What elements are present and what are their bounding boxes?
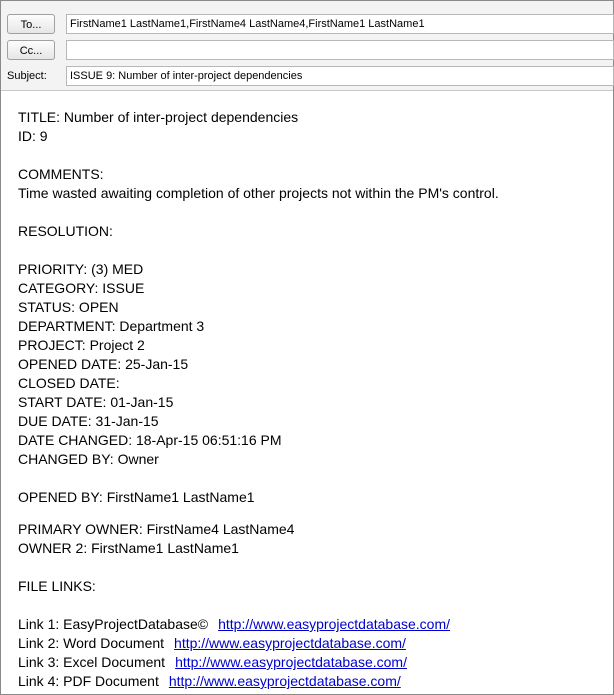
comments-text: Time wasted awaiting completion of other projects not within the PM's control. xyxy=(18,185,499,201)
file-link-3 xyxy=(18,653,608,672)
category: CATEGORY: ISSUE xyxy=(18,280,145,296)
subject-field[interactable]: ISSUE 9: Number of inter-project dependencies xyxy=(66,66,614,86)
opened-date: OPENED DATE: 25-Jan-15 xyxy=(18,356,189,372)
primary-owner: PRIMARY OWNER: FirstName4 LastName4 xyxy=(18,521,295,537)
issue-title: TITLE: Number of inter-project dependencies xyxy=(18,109,299,125)
issue-id: ID: 9 xyxy=(18,128,48,144)
file-link-4 xyxy=(18,672,608,691)
link-label: Link 1: EasyProjectDatabase© xyxy=(18,616,209,632)
header-divider xyxy=(1,90,613,91)
status: STATUS: OPEN xyxy=(18,299,119,315)
link-url[interactable]: http://www.easyprojectdatabase.com/ xyxy=(174,635,406,651)
project: PROJECT: Project 2 xyxy=(18,337,145,353)
file-link-1 xyxy=(18,615,608,634)
priority: PRIORITY: (3) MED xyxy=(18,261,144,277)
link-url[interactable]: http://www.easyprojectdatabase.com/ xyxy=(168,673,401,689)
link-label: Link 4: PDF Document xyxy=(18,673,159,689)
cc-field[interactable] xyxy=(66,40,614,60)
changed-by: CHANGED BY: Owner xyxy=(18,451,159,467)
start-date: START DATE: 01-Jan-15 xyxy=(18,394,174,410)
message-body[interactable] xyxy=(18,108,608,691)
comments-heading: COMMENTS: xyxy=(18,166,104,182)
link-url[interactable]: http://www.easyprojectdatabase.com/ xyxy=(175,654,407,670)
to-button[interactable]: To... xyxy=(7,14,55,34)
file-link-2 xyxy=(18,634,608,653)
owner-2: OWNER 2: FirstName1 LastName1 xyxy=(18,540,239,556)
date-changed: DATE CHANGED: 18-Apr-15 06:51:16 PM xyxy=(18,432,282,448)
link-url[interactable]: http://www.easyprojectdatabase.com/ xyxy=(218,616,450,632)
closed-date: CLOSED DATE: xyxy=(18,375,120,391)
resolution-heading: RESOLUTION: xyxy=(18,223,113,239)
subject-label: Subject: xyxy=(7,70,47,82)
due-date: DUE DATE: 31-Jan-15 xyxy=(18,413,159,429)
cc-button[interactable]: Cc... xyxy=(7,40,55,60)
email-header xyxy=(1,1,613,91)
link-label: Link 2: Word Document xyxy=(18,635,165,651)
to-field[interactable]: FirstName1 LastName1,FirstName4 LastName4,FirstName1 LastName1 xyxy=(66,14,614,34)
link-label: Link 3: Excel Document xyxy=(18,654,166,670)
department: DEPARTMENT: Department 3 xyxy=(18,318,205,334)
file-links-heading: FILE LINKS: xyxy=(18,578,96,594)
opened-by: OPENED BY: FirstName1 LastName1 xyxy=(18,489,255,505)
